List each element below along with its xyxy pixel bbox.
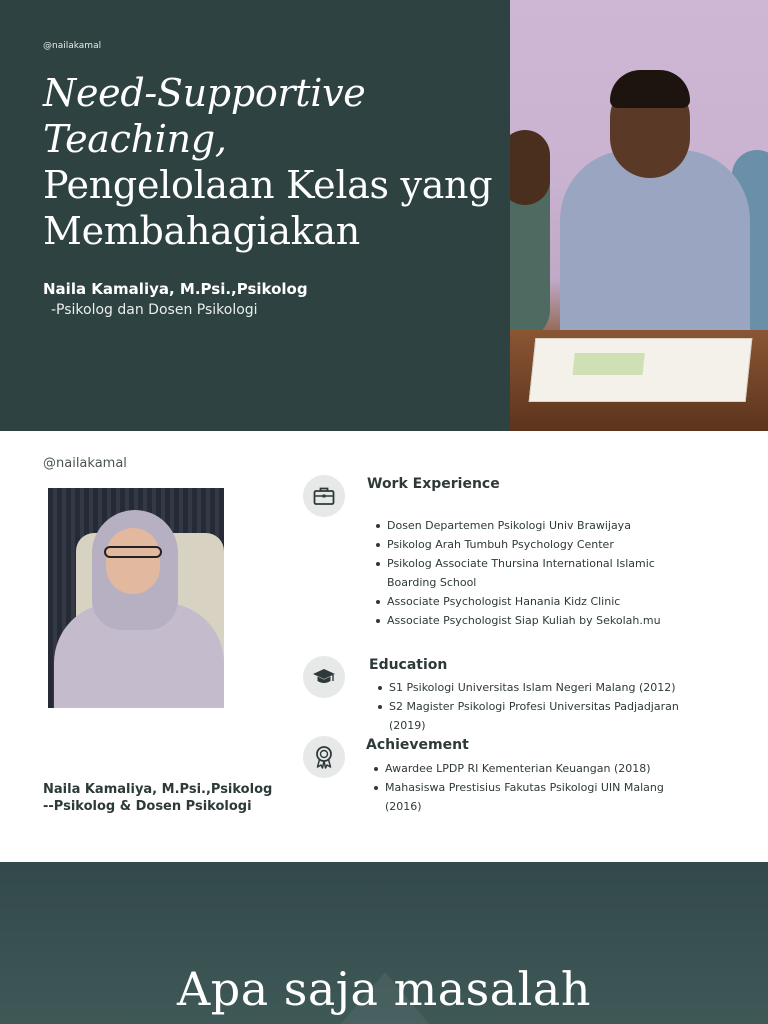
hero-title: [43, 70, 493, 254]
photo-open-book: [529, 338, 753, 402]
teaser-title: Apa saja masalah: [177, 962, 591, 1016]
next-slide-teaser: [0, 862, 768, 1024]
graduation-cap-icon: [303, 656, 345, 698]
profile-name-line2: --Psikolog & Dosen Psikologi: [43, 799, 252, 814]
hero-title-line3: Pengelolaan Kelas yang: [43, 163, 493, 207]
photo-teacher-hair: [610, 70, 690, 108]
award-ribbon-icon: [303, 736, 345, 778]
profile-name: [43, 781, 272, 815]
achievement-list: [372, 759, 692, 816]
list-item: Associate Psychologist Siap Kuliah by Sekolah.mu: [374, 611, 684, 630]
list-item: S1 Psikologi Universitas Islam Negeri Malang (2012): [376, 678, 696, 697]
hero-banner: [0, 0, 768, 431]
teacher-with-students-photo: [510, 0, 768, 431]
profile-name-line1: Naila Kamaliya, M.Psi.,Psikolog: [43, 782, 273, 797]
list-item: Dosen Departemen Psikologi Univ Brawijaya: [374, 516, 684, 535]
hero-title-line2: Teaching,: [43, 117, 227, 161]
photo-book-illustration: [572, 353, 644, 375]
briefcase-icon: [303, 475, 345, 517]
list-item: Psikolog Associate Thursina International Islamic Boarding School: [374, 554, 684, 592]
education-title: Education: [369, 657, 448, 673]
hero-title-line1: Need-Supportive: [43, 71, 366, 115]
speaker-name: Naila Kamaliya, M.Psi.,Psikolog: [43, 280, 308, 298]
photo-child-left-head: [510, 130, 550, 205]
portrait-face: [106, 528, 160, 594]
work-experience-title: Work Experience: [367, 476, 500, 492]
education-list: [376, 678, 696, 735]
list-item: Awardee LPDP RI Kementerian Keuangan (2018): [372, 759, 692, 778]
hero-title-line4: Membahagiakan: [43, 209, 360, 253]
profile-handle: @nailakamal: [43, 456, 127, 471]
portrait-glasses: [104, 546, 162, 558]
list-item: Mahasiswa Prestisius Fakutas Psikologi UIN Malang (2016): [372, 778, 692, 816]
work-experience-list: [374, 516, 684, 630]
list-item: Psikolog Arah Tumbuh Psychology Center: [374, 535, 684, 554]
speaker-role: -Psikolog dan Dosen Psikologi: [51, 302, 258, 318]
list-item: Associate Psychologist Hanania Kidz Clinic: [374, 592, 684, 611]
photo-teacher-body: [560, 150, 750, 340]
list-item: S2 Magister Psikologi Profesi Universitas Padjadjaran (2019): [376, 697, 696, 735]
hero-handle: @nailakamal: [43, 41, 102, 51]
achievement-title: Achievement: [366, 737, 469, 753]
speaker-portrait-photo: [48, 488, 224, 708]
